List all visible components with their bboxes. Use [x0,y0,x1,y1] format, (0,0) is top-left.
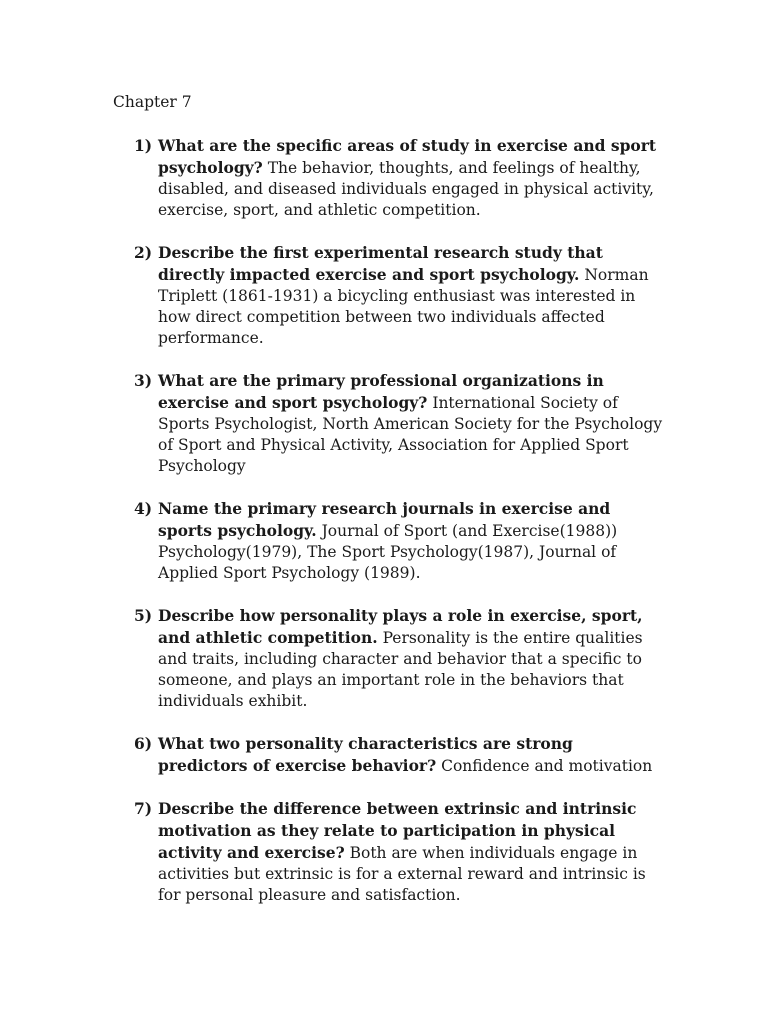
question-item-1 [134,135,664,221]
question-number: 1) [134,136,153,155]
answer-text: International Society of Sports Psychologist, North American Society for the Psychology of Sport and Physical Activity, Association for Applied Sport Psychology [158,394,663,475]
question-text: Describe the first experimental research study that directly impacted exercise and sport psychology. [158,243,603,284]
question-item-2 [134,242,664,349]
answer-text: The behavior, thoughts, and feelings of healthy, disabled, and diseased individuals engaged in physical activity, exercise, sport, and athletic competition. [158,159,654,219]
answer-text: Confidence and motivation [436,757,653,775]
question-number: 3) [134,371,153,390]
answer-text: Personality is the entire qualities and traits, including character and behavior that a specific to someone, and plays an important role in the behaviors that individuals exhibit. [158,629,643,710]
question-text: What two personality characteristics are strong predictors of exercise behavior? [158,734,573,775]
answer-text: Journal of Sport (and Exercise(1988)) Psychology(1979), The Sport Psychology(1987), Journal of Applied Sport Psychology (1989). [158,522,618,582]
question-text: Describe how personality plays a role in exercise, sport, and athletic competition. [158,606,643,647]
question-item-7 [134,798,664,906]
chapter-title: Chapter 7 [113,93,192,111]
question-text: Name the primary research journals in exercise and sports psychology. [158,499,611,540]
question-number: 6) [134,734,153,753]
question-item-5 [134,605,664,712]
question-number: 2) [134,243,153,262]
question-item-4 [134,498,664,584]
question-text: What are the specific areas of study in exercise and sport psychology? [158,136,657,177]
answer-text: Norman Triplett (1861-1931) a bicycling enthusiast was interested in how direct competition between two individuals affected performance. [158,266,649,347]
question-number: 7) [134,799,153,818]
answer-text: Both are when individuals engage in activities but extrinsic is for a external reward and intrinsic is for personal pleasure and satisfaction. [158,844,646,904]
question-item-3 [134,370,664,477]
question-list [134,135,664,927]
question-item-6 [134,733,664,777]
question-text: What are the primary professional organizations in exercise and sport psychology? [158,371,604,412]
question-text: Describe the difference between extrinsic and intrinsic motivation as they relate to participation in physical activity and exercise? [158,799,637,862]
question-number: 4) [134,499,153,518]
question-number: 5) [134,606,153,625]
